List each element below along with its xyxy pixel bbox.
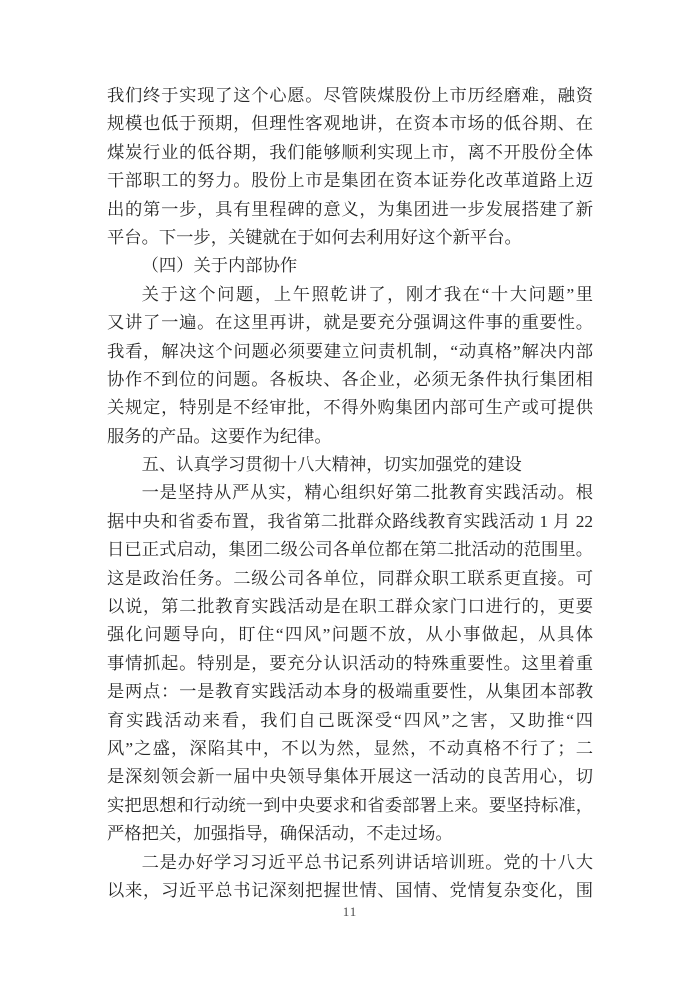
text-line: 煤炭行业的低谷期，我们能够顺利实现上市，离不开股份全体 <box>107 142 593 162</box>
text-line: 以来，习近平总书记深刻把握世情、国情、党情复杂变化，围 <box>107 880 593 900</box>
text-line: 规模也低于预期，但理性客观地讲，在资本市场的低谷期、在 <box>107 114 593 134</box>
text-line: 是两点：一是教育实践活动本身的极端重要性，从集团本部教 <box>107 682 593 702</box>
text-line: 服务的产品。这要作为纪律。 <box>107 426 332 446</box>
text-line: 我们终于实现了这个心愿。尽管陕煤股份上市历经磨难，融资 <box>107 86 593 105</box>
text-line: 据中央和省委布置，我省第二批群众路线教育实践活动 1 月 22 <box>107 511 593 531</box>
text-line: 以说，第二批教育实践活动是在职工群众家门口进行的，更要 <box>107 597 593 617</box>
text-line: 一是坚持从严从实，精心组织好第二批教育实践活动。根 <box>141 483 593 503</box>
text-line: 是深刻领会新一届中央领导集体开展这一活动的良苦用心，切 <box>107 767 593 787</box>
text-line: 干部职工的努力。股份上市是集团在资本证券化改革道路上迈 <box>107 171 593 191</box>
text-line: 又讲了一遍。在这里再讲，就是要充分强调这件事的重要性。 <box>107 313 593 333</box>
text-line: 日已正式启动，集团二级公司各单位都在第二批活动的范围里。 <box>107 540 593 560</box>
text-line: 协作不到位的问题。各板块、各企业，必须无条件执行集团相 <box>107 369 593 389</box>
text-line: 育实践活动来看，我们自己既深受“四风”之害，又助推“四 <box>107 710 593 730</box>
section-heading: （四）关于内部协作 <box>141 256 298 276</box>
text-line: 严格把关，加强指导，确保活动，不走过场。 <box>107 824 453 844</box>
text-line: 这是政治任务。二级公司各单位，同群众职工联系更直接。可 <box>107 568 593 588</box>
text-line: 我看，解决这个问题必须要建立问责机制，“动真格”解决内部 <box>107 341 593 361</box>
text-line: 事情抓起。特别是，要充分认识活动的特殊重要性。这里着重 <box>107 653 593 673</box>
text-line: 强化问题导向，盯住“四风”问题不放，从小事做起，从具体 <box>107 625 593 645</box>
text-line: 风”之盛，深陷其中，不以为然，显然，不动真格不行了；二 <box>107 738 593 758</box>
document-text-block <box>107 82 593 905</box>
text-line: 关于这个问题，上午照乾讲了，刚才我在“十大问题”里 <box>141 284 593 304</box>
page-number: 11 <box>342 904 358 919</box>
text-line: 平台。下一步，关键就在于如何去利用好这个新平台。 <box>107 227 522 247</box>
section-heading: 五、认真学习贯彻十八大精神，切实加强党的建设 <box>141 455 522 475</box>
text-line: 出的第一步，具有里程碑的意义，为集团进一步发展搭建了新 <box>107 199 593 219</box>
text-line: 二是办好学习习近平总书记系列讲话培训班。党的十八大 <box>141 852 593 872</box>
text-line: 关规定，特别是不经审批，不得外购集团内部可生产或可提供 <box>107 398 593 418</box>
text-line: 实把思想和行动统一到中央要求和省委部署上来。要坚持标准， <box>107 795 593 815</box>
